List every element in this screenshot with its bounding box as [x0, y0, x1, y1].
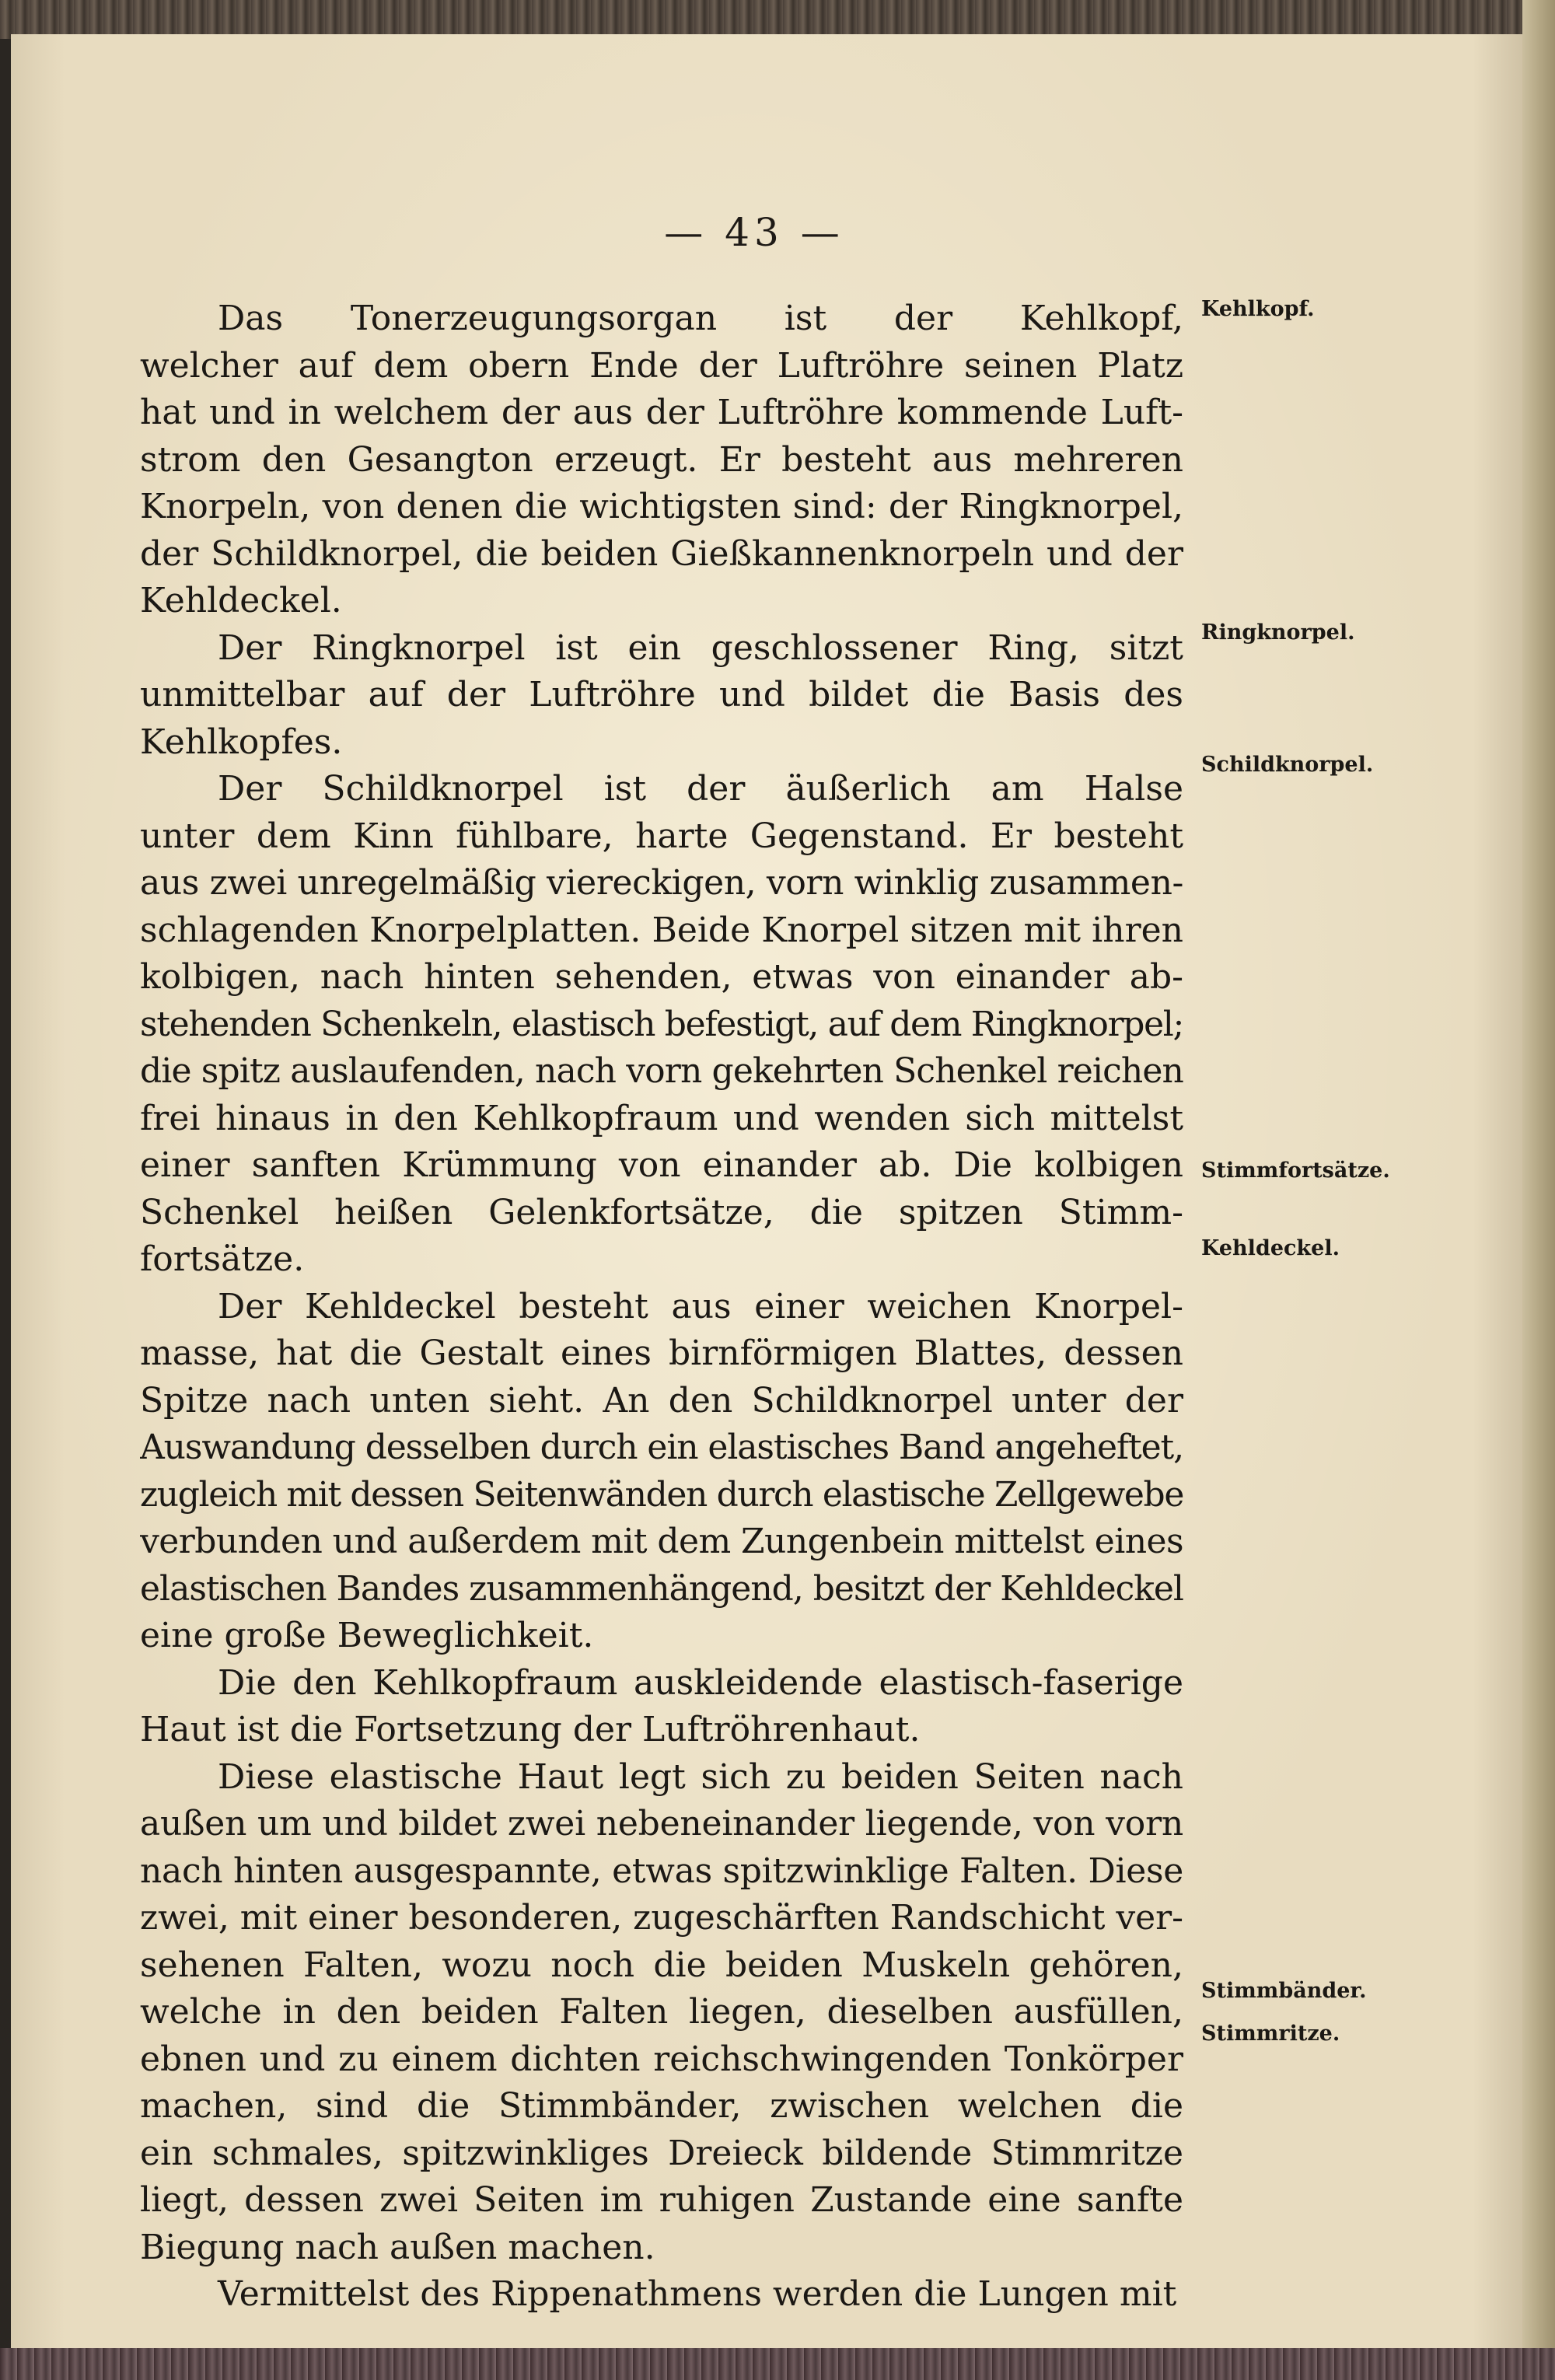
text-line: schlagenden Knorpelplatten. Beide Knorpel sitzen mit ihren: [140, 910, 1183, 950]
text-line: unmittelbar auf der Luftröhre und bildet die Basis des: [140, 675, 1183, 715]
text-line: Kehldeckel.: [140, 581, 342, 620]
text-line: verbunden und außerdem mit dem Zungenbein mittelst eines: [140, 1522, 1183, 1561]
margin-note-stimmbaender: Stimmbänder.: [1201, 1979, 1367, 2003]
text-line: ebnen und zu einem dichten reichschwingenden Tonkörper: [140, 2039, 1183, 2079]
text-line: die spitz auslaufenden, nach vorn gekehrten Schenkel reichen: [140, 1051, 1183, 1091]
text-line: kolbigen, nach hinten sehenden, etwas von einander ab-: [140, 957, 1183, 997]
text-line: welcher auf dem obern Ende der Luftröhre seinen Platz: [140, 345, 1183, 386]
paragraph-kehlkopfraum: [140, 1660, 1183, 1754]
text-line: ein schmales, spitzwinkliges Dreieck bildende Stimmritze: [140, 2133, 1183, 2173]
text-line: stehenden Schenkeln, elastisch befestigt, auf dem Ringknorpel;: [140, 1004, 1183, 1044]
book-bottom-edge: [0, 2348, 1555, 2380]
text-line: Das Tonerzeugungsorgan ist der Kehlkopf,: [218, 299, 1183, 338]
paragraph-schildknorpel: [140, 766, 1183, 1284]
text-line: der Schildknorpel, die beiden Gießkannenknorpeln und der: [140, 533, 1183, 574]
book-top-edge: [0, 0, 1555, 39]
paragraph-kehldeckel: [140, 1284, 1183, 1660]
paragraph-stimmbaender: [140, 1754, 1183, 2272]
text-line: nach hinten ausgespannte, etwas spitzwinklige Falten. Diese: [140, 1851, 1183, 1891]
margin-note-stimmfortsaetze: Stimmfortsätze.: [1201, 1159, 1390, 1183]
margin-note-stimmritze: Stimmritze.: [1201, 2022, 1340, 2046]
margin-note-kehldeckel: Kehldeckel.: [1201, 1236, 1340, 1260]
text-line: Der Schildknorpel ist der äußerlich am Halse: [218, 769, 1183, 809]
text-line: hat und in welchem der aus der Luftröhre kommende Luft-: [140, 393, 1183, 432]
text-line: Kehlkopfes.: [140, 722, 343, 762]
text-line: Auswandung desselben durch ein elastisches Band angeheftet,: [140, 1428, 1183, 1467]
text-line: Spitze nach unten sieht. An den Schildknorpel unter der: [140, 1380, 1183, 1421]
text-line: Schenkel heißen Gelenkfortsätze, die spitzen Stimm-: [140, 1192, 1183, 1232]
paragraph-ringknorpel: [140, 625, 1183, 767]
margin-note-schildknorpel: Schildknorpel.: [1201, 753, 1374, 777]
margin-note-ringknorpel: Ringknorpel.: [1201, 620, 1355, 645]
text-line: frei hinaus in den Kehlkopfraum und wenden sich mittelst: [140, 1098, 1183, 1138]
text-line: Der Kehldeckel besteht aus einer weichen Knorpel-: [218, 1286, 1183, 1326]
paragraph-rippenathmen: [140, 2271, 1183, 2319]
text-line: unter dem Kinn fühlbare, harte Gegenstand. Er besteht: [140, 816, 1183, 856]
text-line: eine große Beweglichkeit.: [140, 1616, 594, 1655]
text-line: Biegung nach außen machen.: [140, 2227, 655, 2267]
text-line: zugleich mit dessen Seitenwänden durch elastische Zellgewebe: [140, 1474, 1183, 1515]
margin-note-kehlkopf: Kehlkopf.: [1201, 297, 1315, 321]
text-line: Knorpeln, von denen die wichtigsten sind: der Ringknorpel,: [140, 487, 1183, 526]
text-line: welche in den beiden Falten liegen, dieselben ausfüllen,: [140, 1992, 1183, 2032]
text-line: Der Ringknorpel ist ein geschlossener Ring, sitzt: [218, 627, 1183, 668]
page-number: — 43 —: [664, 210, 844, 255]
text-line: masse, hat die Gestalt eines birnförmigen Blattes, dessen: [140, 1333, 1183, 1373]
text-line: fortsätze.: [140, 1239, 305, 1279]
text-line: zwei, mit einer besonderen, zugeschärften Randschicht ver-: [140, 1898, 1183, 1938]
text-line: Haut ist die Fortsetzung der Luftröhrenhaut.: [140, 1710, 921, 1749]
body-text: [140, 295, 1183, 2319]
text-line: einer sanften Krümmung von einander ab. Die kolbigen: [140, 1145, 1183, 1185]
text-line: elastischen Bandes zusammenhängend, besitzt der Kehldeckel: [140, 1568, 1183, 1609]
paragraph-kehlkopf: [140, 295, 1183, 625]
text-line: Diese elastische Haut legt sich zu beiden Seiten nach: [218, 1756, 1183, 1797]
text-line: sehenen Falten, wozu noch die beiden Muskeln gehören,: [140, 1945, 1183, 1985]
text-line: außen um und bildet zwei nebeneinander liegende, von vorn: [140, 1804, 1183, 1844]
text-line: strom den Gesangton erzeugt. Er besteht aus mehreren: [140, 439, 1183, 480]
text-line: Die den Kehlkopfraum auskleidende elastisch-faserige: [218, 1662, 1183, 1703]
text-line: liegt, dessen zwei Seiten im ruhigen Zustande eine sanfte: [140, 2180, 1183, 2220]
text-line: Vermittelst des Rippenathmens werden die Lungen mit: [218, 2274, 1177, 2314]
page-stack-edge: [1522, 0, 1555, 2380]
text-line: machen, sind die Stimmbänder, zwischen welchen die: [140, 2086, 1183, 2126]
text-line: aus zwei unregelmäßig viereckigen, vorn winklig zusammen-: [140, 863, 1183, 903]
